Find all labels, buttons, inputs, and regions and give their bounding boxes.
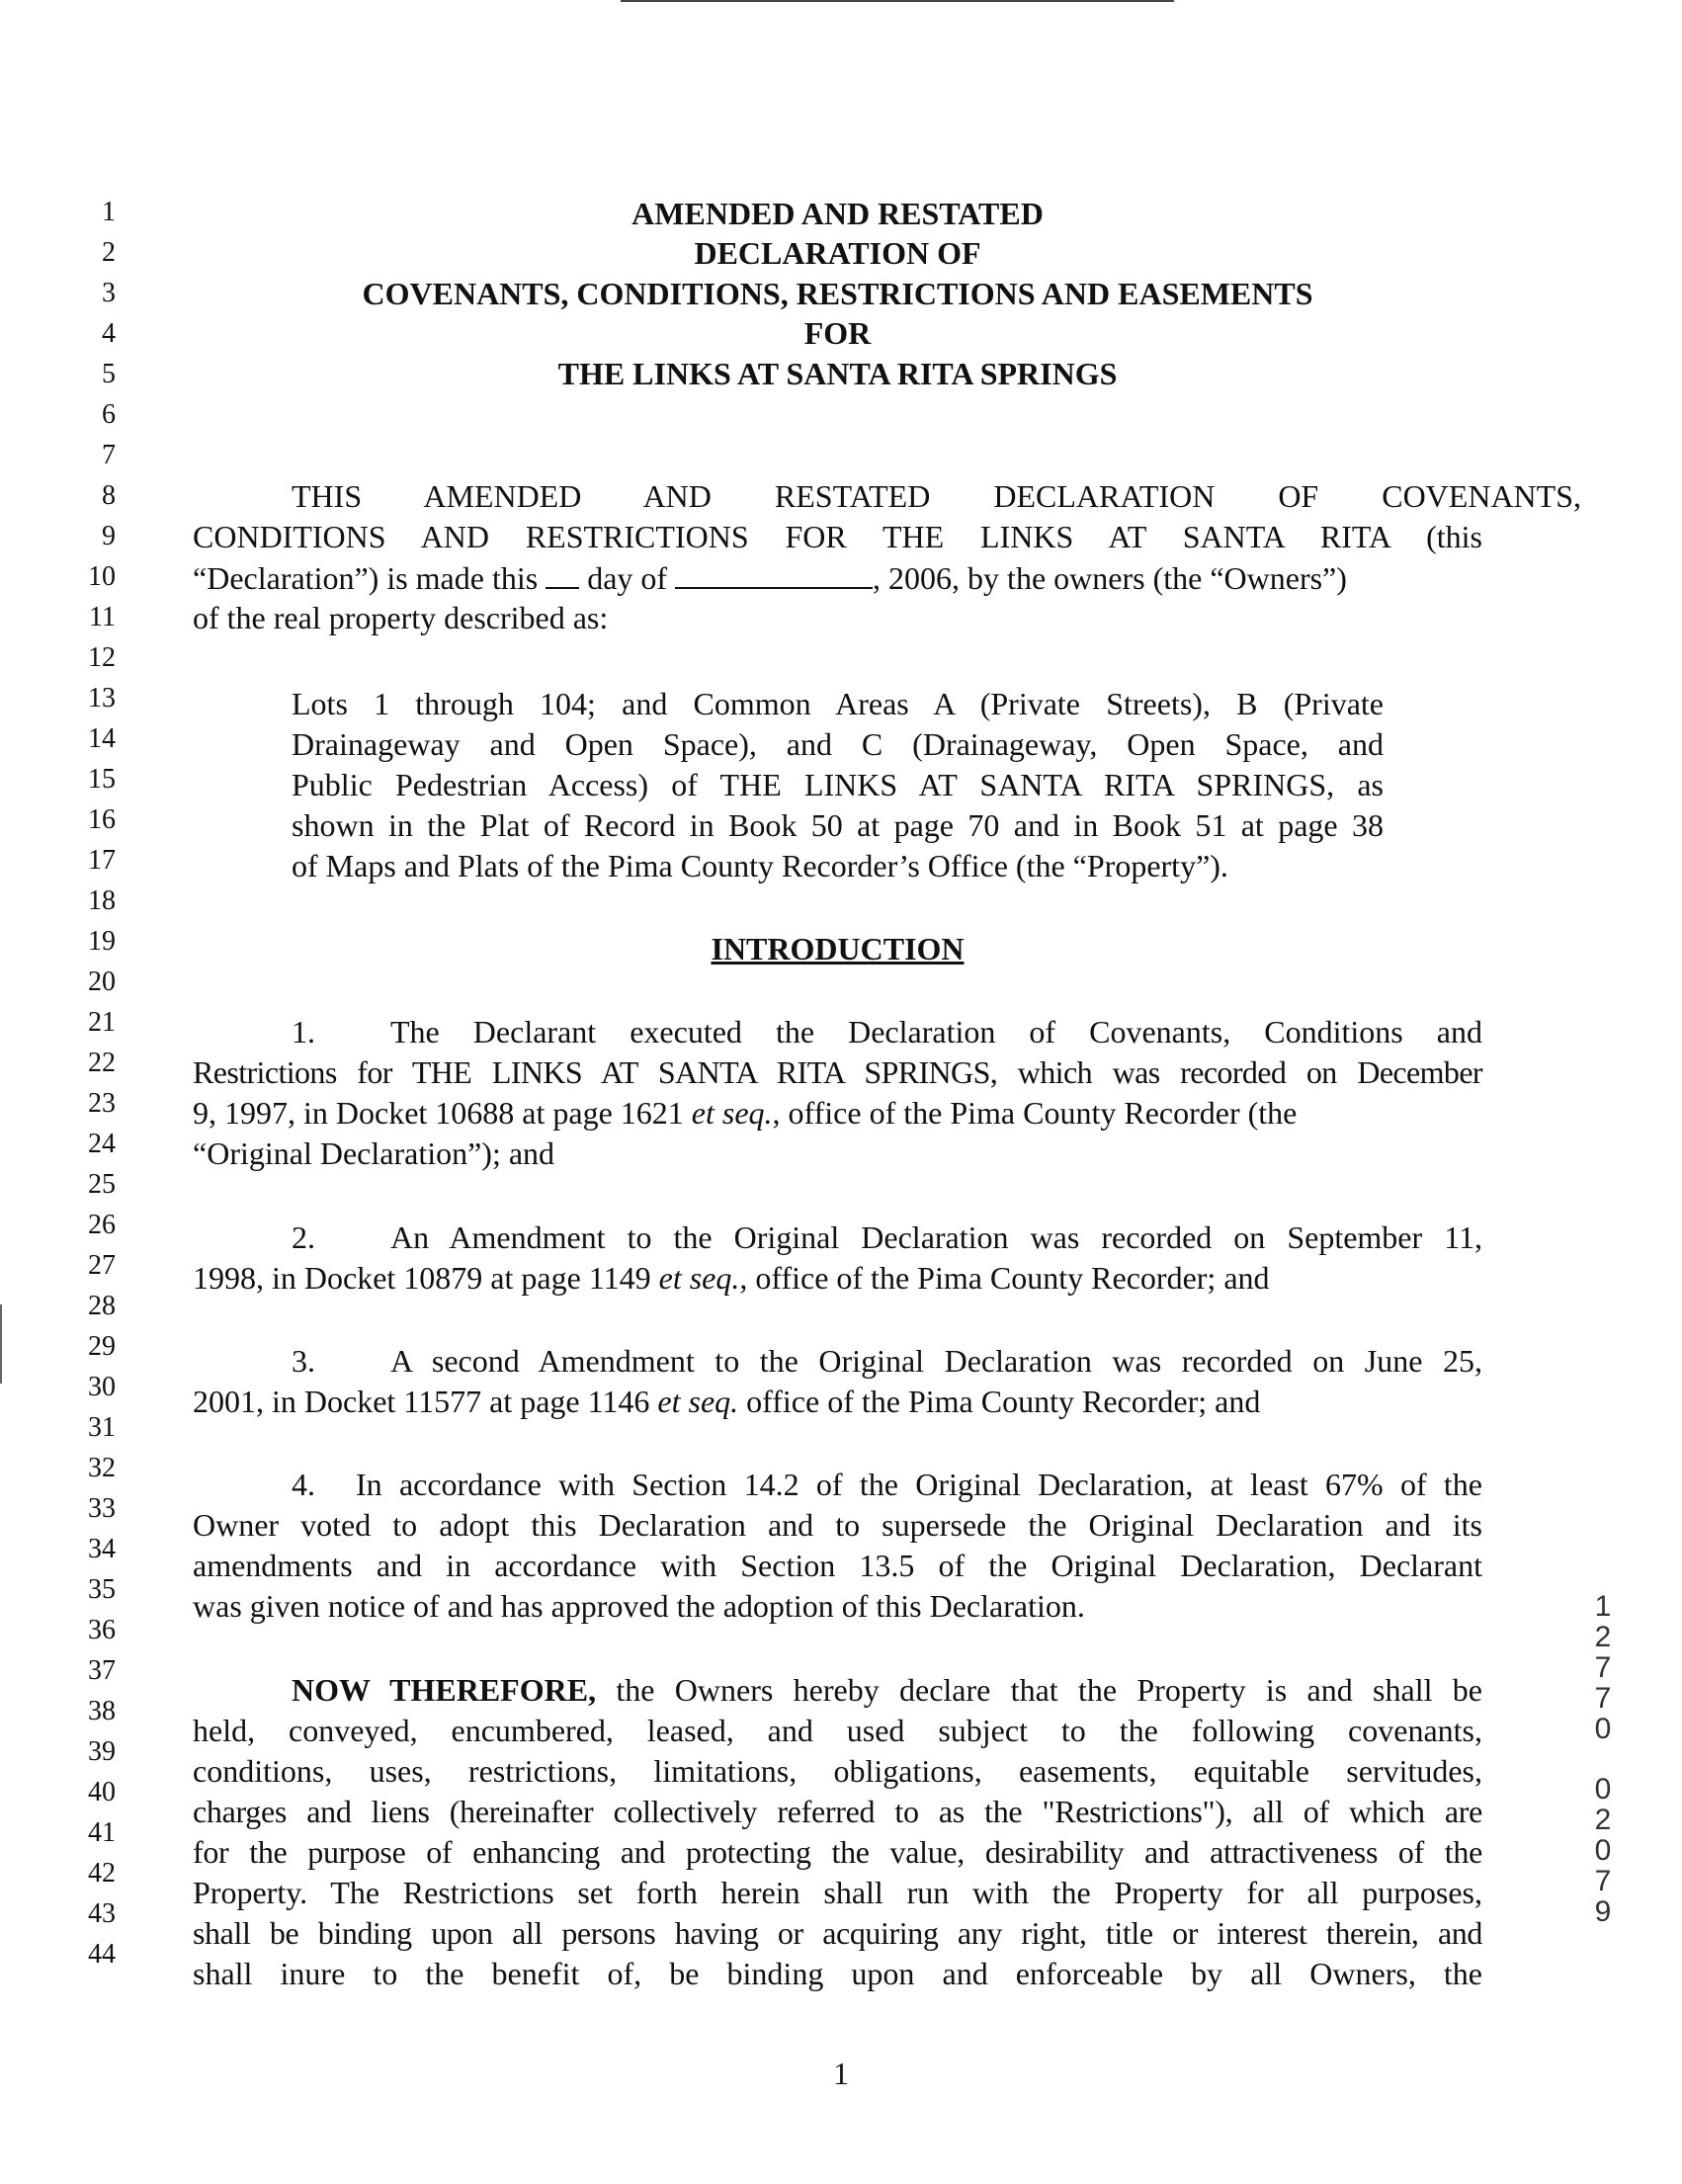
preamble-line-3 — [193, 557, 1482, 598]
now-therefore-line-2: held, conveyed, encumbered, leased, and used subject to the following covenants, — [193, 1713, 1482, 1748]
property-line-1: Lots 1 through 104; and Common Areas A (Private Streets), B (Private — [292, 686, 1384, 721]
stamp-digit: 2 — [1594, 1621, 1612, 1653]
day-blank — [546, 557, 579, 589]
para4-line-4: was given notice of and has approved the adoption of this Declaration. — [193, 1588, 1085, 1624]
line-number: 8 — [102, 480, 116, 511]
line-number: 2 — [102, 237, 116, 268]
line-number: 7 — [102, 440, 116, 470]
para3-line-2 — [193, 1382, 1482, 1421]
line-number: 32 — [88, 1453, 116, 1483]
para1-text-1: The Declarant executed the Declaration of Covenants, Conditions and — [390, 1014, 1482, 1050]
para2-text-2b: , office of the Pima County Recorder; and — [739, 1260, 1270, 1296]
line-number: 33 — [88, 1493, 116, 1524]
line-number: 22 — [88, 1048, 116, 1078]
introduction-heading: INTRODUCTION — [711, 931, 965, 966]
property-line-2: Drainageway and Open Space), and C (Drainageway, Open Space, and — [292, 726, 1384, 762]
now-therefore-rest: the Owners hereby declare that the Property is and shall be — [596, 1672, 1483, 1708]
line-number: 3 — [102, 278, 116, 308]
preamble-line-2: CONDITIONS AND RESTRICTIONS FOR THE LINKS AT SANTA RITA (this — [193, 519, 1482, 554]
line-number: 43 — [88, 1898, 116, 1929]
title-line-4: FOR — [803, 315, 872, 351]
line-number: 21 — [88, 1007, 116, 1038]
stamp-gap — [1585, 1744, 1621, 1774]
line-number: 6 — [102, 399, 116, 430]
para1-etseq: et seq. — [691, 1095, 773, 1131]
line-number: 9 — [102, 521, 116, 551]
para2-text-2a: 1998, in Docket 10879 at page 1149 — [193, 1260, 651, 1296]
line-number: 40 — [88, 1777, 116, 1807]
para1-text-3b: , office of the Pima County Recorder (the — [772, 1095, 1298, 1131]
line-number: 42 — [88, 1858, 116, 1889]
now-therefore-bold: NOW THEREFORE, — [292, 1672, 597, 1708]
stamp-digit: 7 — [1594, 1682, 1612, 1715]
preamble-line-4: of the real property described as: — [193, 600, 609, 635]
para4-line-2: Owner voted to adopt this Declaration and to supersede the Original Declaration and its — [193, 1507, 1482, 1543]
month-blank — [675, 557, 873, 589]
line-number: 20 — [88, 966, 116, 997]
preamble-text-b: day of — [587, 560, 668, 596]
para2-line-2 — [193, 1258, 1482, 1298]
para3-etseq: et seq. — [657, 1384, 739, 1419]
para1-line-2: Restrictions for THE LINKS AT SANTA RITA SPRINGS, which was recorded on December — [193, 1054, 1482, 1090]
line-number: 44 — [88, 1939, 116, 1970]
para4-line-3: amendments and in accordance with Section 13.5 of the Original Declaration, Declarant — [193, 1548, 1482, 1583]
now-therefore-line-6: Property. The Restrictions set forth herein shall run with the Property for all purposes, — [193, 1875, 1482, 1910]
now-therefore-line-7: shall be binding upon all persons having or acquiring any right, title or interest therein, and — [193, 1915, 1482, 1951]
para2-number: 2. — [292, 1219, 315, 1255]
line-number: 19 — [88, 926, 116, 957]
line-number: 12 — [88, 642, 116, 673]
para1-line-3 — [193, 1093, 1482, 1133]
line-number: 13 — [88, 683, 116, 714]
line-number: 38 — [88, 1696, 116, 1726]
title-line-3: COVENANTS, CONDITIONS, RESTRICTIONS AND EASEMENTS — [362, 276, 1313, 311]
title-line-1: AMENDED AND RESTATED — [631, 196, 1044, 231]
line-number: 23 — [88, 1088, 116, 1119]
para3-number: 3. — [292, 1343, 315, 1379]
para4-text-1: In accordance with Section 14.2 of the Original Declaration, at least 67% of the — [356, 1467, 1482, 1502]
line-number: 4 — [102, 318, 116, 349]
para4-number: 4. — [292, 1467, 315, 1502]
line-number: 24 — [88, 1129, 116, 1159]
line-number: 26 — [88, 1210, 116, 1240]
property-line-3: Public Pedestrian Access) of THE LINKS AT SANTA RITA SPRINGS, as — [292, 767, 1384, 802]
now-therefore-line-3: conditions, uses, restrictions, limitations, obligations, easements, equitable servitudes, — [193, 1753, 1482, 1789]
top-rule — [621, 0, 1174, 2]
stamp-digit: 9 — [1594, 1895, 1612, 1928]
now-therefore-line-5: for the purpose of enhancing and protecting the value, desirability and attractiveness of the — [193, 1834, 1482, 1870]
now-therefore-line-8: shall inure to the benefit of, be binding upon and enforceable by all Owners, the — [193, 1956, 1482, 1991]
para1-line-4: “Original Declaration”); and — [193, 1135, 555, 1171]
now-therefore-line-4: charges and liens (hereinafter collectively referred to as the "Restrictions"), all of which are — [193, 1794, 1482, 1829]
line-number: 14 — [88, 723, 116, 754]
line-number: 31 — [88, 1412, 116, 1443]
stamp-digit: 7 — [1594, 1651, 1612, 1684]
line-number: 16 — [88, 804, 116, 835]
para2-etseq: et seq. — [658, 1260, 740, 1296]
line-number: 28 — [88, 1291, 116, 1321]
line-number: 27 — [88, 1250, 116, 1281]
scan-edge-mark — [0, 1304, 2, 1384]
line-number: 29 — [88, 1331, 116, 1362]
line-number: 39 — [88, 1736, 116, 1767]
stamp-digit: 2 — [1594, 1804, 1612, 1836]
property-line-5: of Maps and Plats of the Pima County Recorder’s Office (the “Property”). — [292, 848, 1228, 883]
para2-text-1: An Amendment to the Original Declaration was recorded on September 11, — [390, 1219, 1482, 1255]
preamble-text-c: , 2006, by the owners (the “Owners”) — [873, 560, 1347, 596]
line-number: 17 — [88, 845, 116, 876]
para3-text-2a: 2001, in Docket 11577 at page 1146 — [193, 1384, 650, 1419]
line-number: 25 — [88, 1169, 116, 1200]
stamp-digit: 0 — [1594, 1834, 1612, 1867]
line-number: 30 — [88, 1372, 116, 1402]
stamp-digit: 7 — [1594, 1865, 1612, 1897]
line-number: 37 — [88, 1655, 116, 1686]
recording-stamp — [1585, 1591, 1621, 1927]
para3-text-2b: office of the Pima County Recorder; and — [738, 1384, 1261, 1419]
title-line-2: DECLARATION OF — [694, 235, 981, 271]
property-line-4: shown in the Plat of Record in Book 50 at page 70 and in Book 51 at page 38 — [292, 807, 1384, 843]
stamp-digit: 1 — [1594, 1590, 1612, 1623]
para1-number: 1. — [292, 1014, 315, 1050]
para1-text-3a: 9, 1997, in Docket 10688 at page 1621 — [193, 1095, 684, 1131]
line-number: 34 — [88, 1534, 116, 1564]
line-number: 36 — [88, 1615, 116, 1645]
title-line-5: THE LINKS AT SANTA RITA SPRINGS — [557, 356, 1118, 391]
stamp-digit: 0 — [1594, 1773, 1612, 1806]
line-number: 11 — [89, 602, 116, 632]
preamble-text-a: “Declaration”) is made this — [193, 560, 539, 596]
line-number: 41 — [88, 1817, 116, 1848]
line-number: 15 — [88, 764, 116, 795]
line-number: 1 — [102, 197, 116, 227]
line-number: 35 — [88, 1574, 116, 1605]
line-number: 18 — [88, 885, 116, 916]
now-therefore-text-1 — [292, 1670, 1482, 1710]
page-number — [0, 2056, 1682, 2092]
para3-text-1: A second Amendment to the Original Declaration was recorded on June 25, — [390, 1343, 1482, 1379]
line-number: 5 — [102, 359, 116, 389]
page-number-value: 1 — [833, 2056, 849, 2091]
stamp-digit: 0 — [1594, 1713, 1612, 1745]
preamble-line-1: THIS AMENDED AND RESTATED DECLARATION OF COVENANTS, — [292, 478, 1581, 514]
line-number: 10 — [88, 561, 116, 592]
